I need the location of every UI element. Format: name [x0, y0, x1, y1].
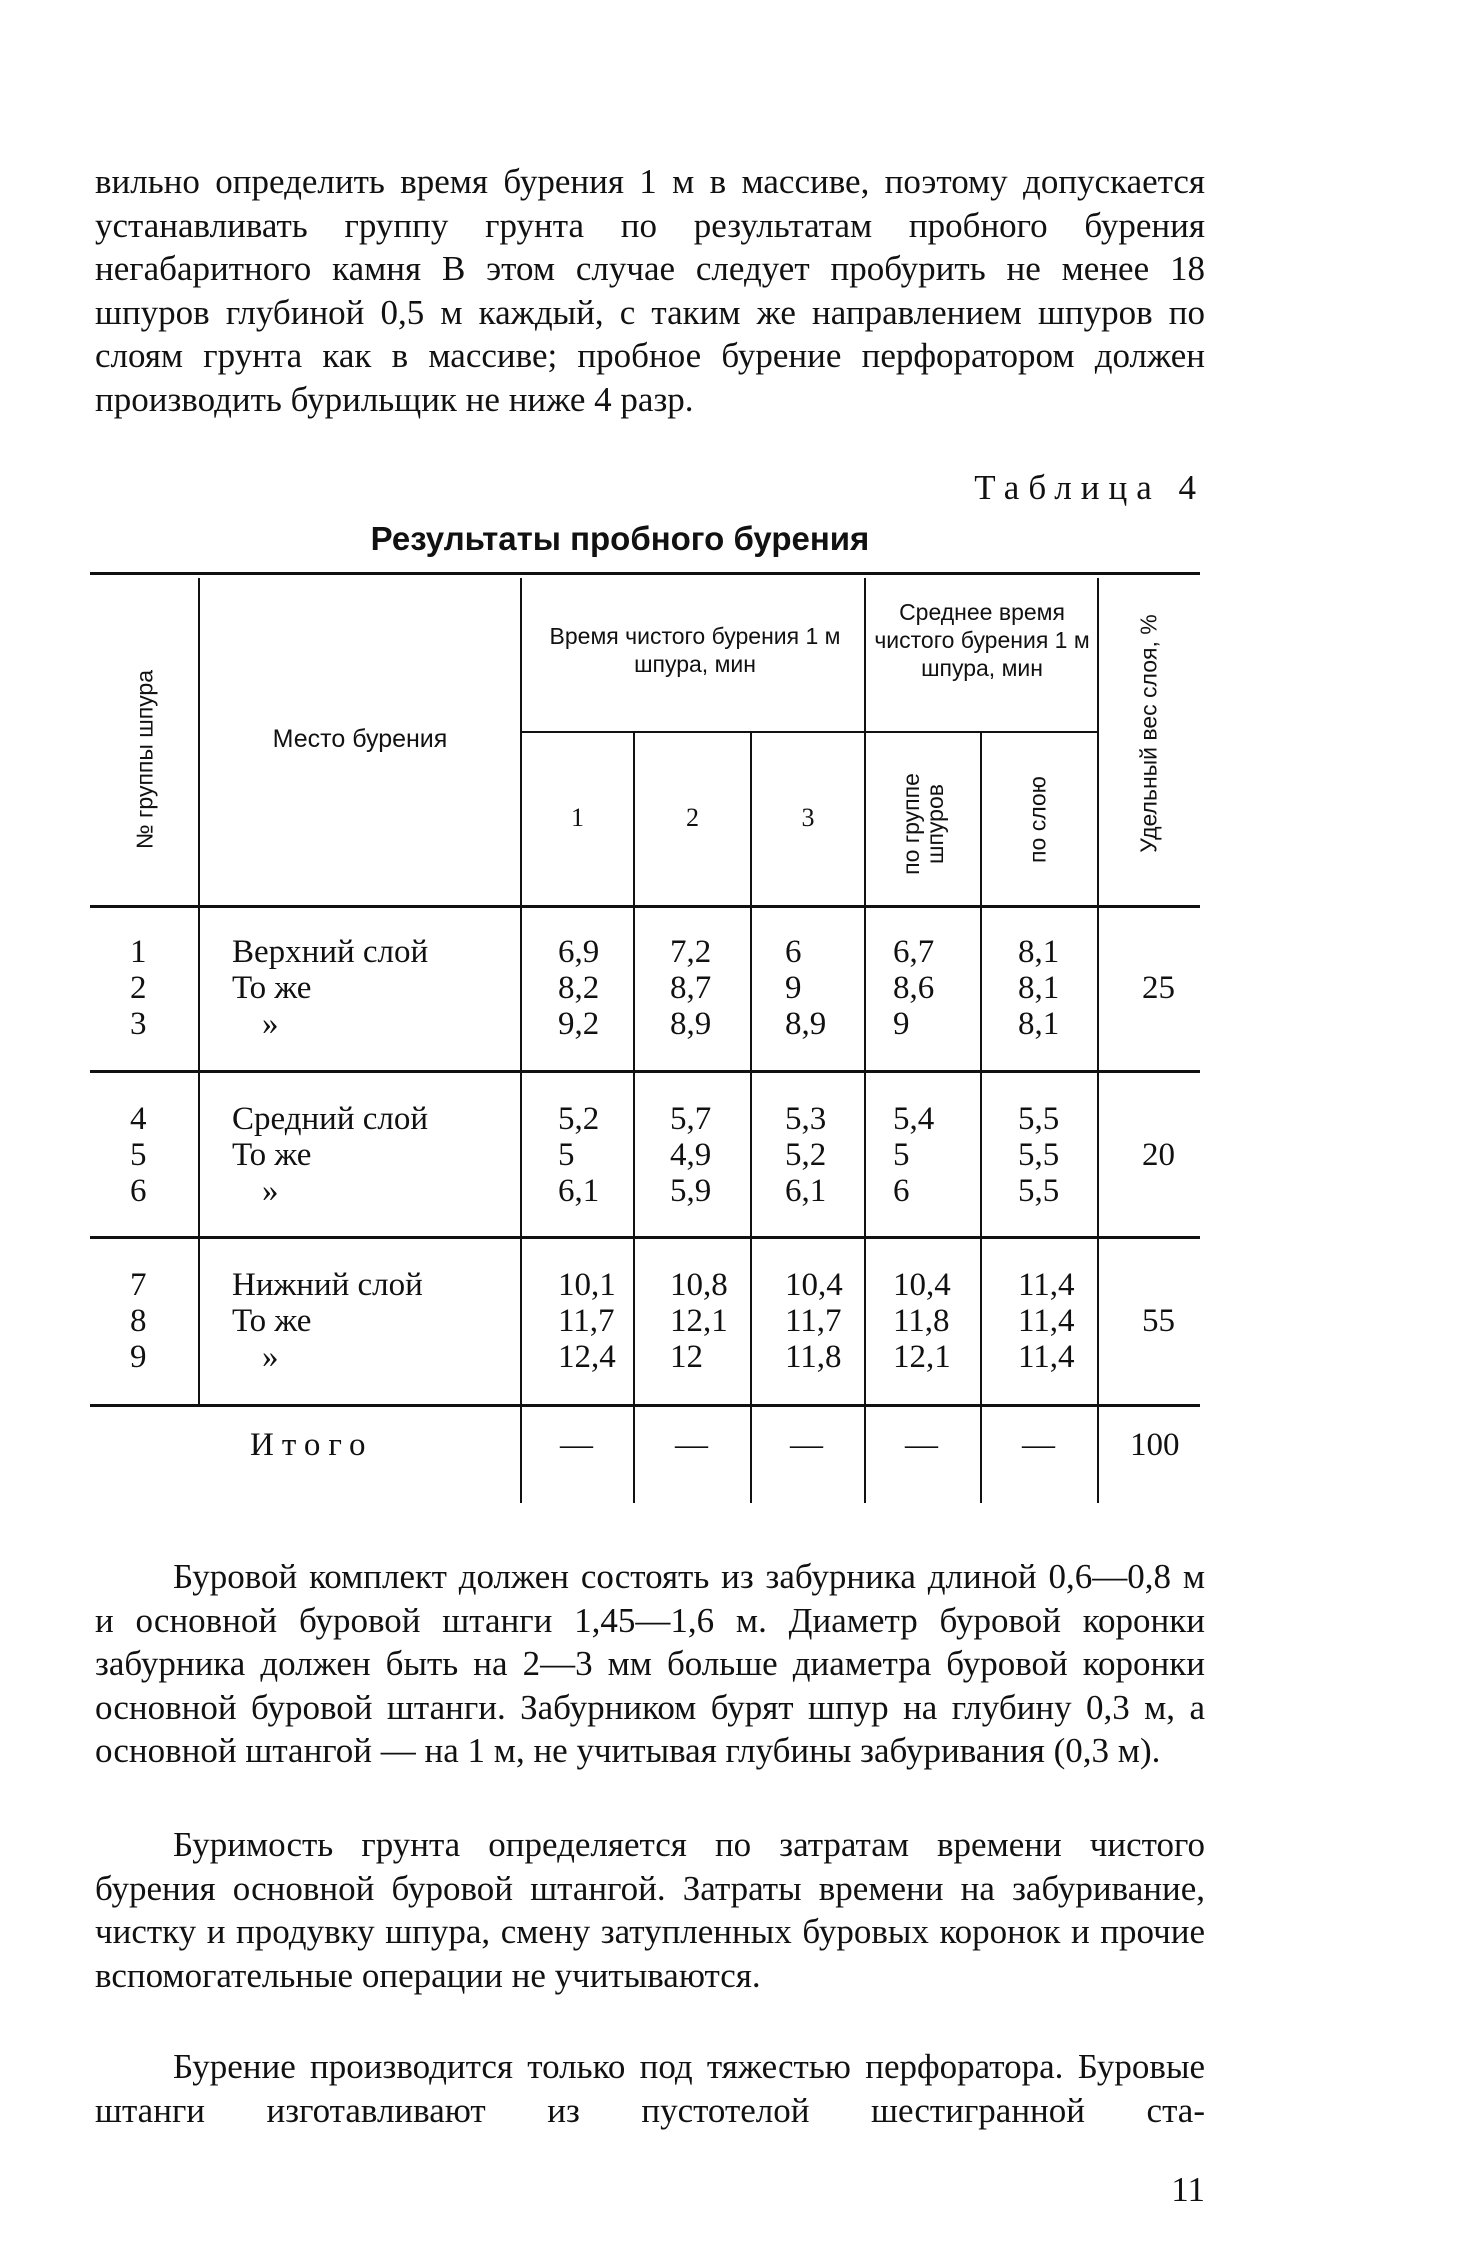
header-time: Время чистого бурения 1 м шпура, мин: [549, 623, 841, 677]
cell-time-2: 5,7: [670, 1101, 712, 1137]
cell-place: »: [262, 1006, 279, 1042]
col-rule-c: [633, 733, 635, 1503]
table-label: Таблица 4: [974, 468, 1205, 507]
total-avg-group: —: [905, 1427, 938, 1463]
total-label: Итого: [250, 1427, 374, 1463]
cell-time-1: 12,4: [558, 1339, 616, 1375]
header-group-no: № группы шпура: [131, 669, 158, 850]
cell-time-1: 6,1: [558, 1173, 600, 1209]
cell-place: Верхний слой: [232, 934, 429, 970]
cell-avg-group: 8,6: [893, 970, 935, 1006]
cell-time-3: 10,4: [785, 1267, 843, 1303]
col-rule-g: [1097, 578, 1099, 1503]
cell-time-1: 6,9: [558, 934, 600, 970]
cell-time-1: 10,1: [558, 1267, 616, 1303]
cell-time-2: 5,9: [670, 1173, 712, 1209]
header-subrule: [522, 731, 1097, 733]
cell-time-2: 12: [670, 1339, 703, 1375]
cell-number: 2: [130, 970, 147, 1006]
cell-weight: 25: [1142, 970, 1175, 1006]
cell-avg-group: 6: [893, 1173, 910, 1209]
cell-number: 9: [130, 1339, 147, 1375]
cell-weight: 20: [1142, 1137, 1175, 1173]
cell-avg-group: 9: [893, 1006, 910, 1042]
cell-place: Нижний слой: [232, 1267, 423, 1303]
cell-time-2: 7,2: [670, 934, 712, 970]
cell-avg-layer: 8,1: [1018, 970, 1060, 1006]
header-col2: 2: [686, 803, 699, 832]
cell-number: 1: [130, 934, 147, 970]
cell-number: 3: [130, 1006, 147, 1042]
cell-number: 4: [130, 1101, 147, 1137]
header-avg: Среднее время чистого бурения 1 м шпура, мин: [874, 599, 1090, 681]
cell-time-3: 5,3: [785, 1101, 827, 1137]
cell-place: То же: [232, 970, 312, 1006]
cell-number: 6: [130, 1173, 147, 1209]
cell-time-2: 4,9: [670, 1137, 712, 1173]
cell-avg-layer: 11,4: [1018, 1339, 1075, 1375]
cell-avg-layer: 11,4: [1018, 1267, 1075, 1303]
header-bottom-rule: [90, 905, 1200, 908]
page-number: 11: [1171, 2170, 1205, 2209]
cell-time-3: 9: [785, 970, 802, 1006]
cell-avg-group: 5,4: [893, 1101, 935, 1137]
cell-avg-group: 6,7: [893, 934, 935, 970]
col-rule-d: [750, 733, 752, 1503]
col-rule-f: [980, 733, 982, 1503]
header-weight: Удельный вес слоя, %: [1135, 614, 1162, 853]
paragraph-1: Буровой комплект должен состоять из забурника длиной 0,6—0,8 м и основной буровой штанги 1,45—1,6 м. Диаметр буровой коронки забурника должен быть на 2—3 мм больше диаметра буровой коронки основной буровой штанги. Забурником бурят шпур на глубину 0,3 м, а основной штангой — на 1 м, не учитывая глубины забуривания (0,3 м).: [95, 1557, 1205, 1770]
cell-avg-layer: 8,1: [1018, 934, 1060, 970]
cell-weight: 55: [1142, 1303, 1175, 1339]
cell-time-2: 12,1: [670, 1303, 728, 1339]
table-title: Результаты пробного бурения: [370, 520, 870, 557]
cell-number: 8: [130, 1303, 147, 1339]
paragraph-3: Бурение производится только под тяжестью перфоратора. Буровые штанги изготавливают из пустотелой шестигранной ста-: [95, 2047, 1205, 2130]
total-t2: —: [675, 1427, 708, 1463]
cell-time-3: 6: [785, 934, 802, 970]
header-by-group: по группе шпуров: [898, 773, 948, 875]
total-t3: —: [790, 1427, 823, 1463]
cell-time-2: 8,7: [670, 970, 712, 1006]
cell-time-1: 5,2: [558, 1101, 600, 1137]
cell-time-3: 6,1: [785, 1173, 827, 1209]
cell-place: Средний слой: [232, 1101, 429, 1137]
cell-avg-layer: 11,4: [1018, 1303, 1075, 1339]
header-col1: 1: [571, 803, 584, 832]
cell-place: То же: [232, 1137, 312, 1173]
cell-avg-layer: 5,5: [1018, 1173, 1060, 1209]
cell-avg-group: 10,4: [893, 1267, 951, 1303]
cell-time-3: 8,9: [785, 1006, 827, 1042]
header-by-layer: по слою: [1024, 776, 1051, 863]
col-rule-a: [198, 578, 200, 1404]
cell-avg-layer: 5,5: [1018, 1101, 1060, 1137]
group3-rule: [90, 1404, 1200, 1407]
cell-time-3: 5,2: [785, 1137, 827, 1173]
table-top-rule: [90, 572, 1200, 575]
cell-time-2: 8,9: [670, 1006, 712, 1042]
cell-avg-layer: 5,5: [1018, 1137, 1060, 1173]
header-place: Место бурения: [272, 725, 448, 753]
col-rule-e: [864, 578, 866, 1503]
cell-avg-group: 11,8: [893, 1303, 950, 1339]
cell-place: »: [262, 1173, 279, 1209]
total-weight: 100: [1130, 1427, 1180, 1463]
cell-time-1: 11,7: [558, 1303, 615, 1339]
cell-avg-group: 12,1: [893, 1339, 951, 1375]
cell-time-2: 10,8: [670, 1267, 728, 1303]
cell-number: 5: [130, 1137, 147, 1173]
total-t1: —: [560, 1427, 593, 1463]
intro-paragraph: вильно определить время бурения 1 м в массиве, поэтому допускается устанавливать группу грунта по результатам пробного бурения негабаритного камня В этом случае следует пробурить не менее 18 шпуров глубиной 0,5 м каждый, с таким же направлением шпуров по слоям грунта как в массиве; пробное бурение перфоратором должен производить бурильщик не ниже 4 разр.: [95, 162, 1205, 419]
group2-rule: [90, 1236, 1200, 1239]
paragraph-2: Буримость грунта определяется по затратам времени чистого бурения основной буровой штангой. Затраты времени на забуривание, чистку и продувку шпура, смену затупленных буровых коронок и прочие вспомогательные операции не учитываются.: [95, 1825, 1205, 1995]
group1-rule: [90, 1070, 1200, 1073]
cell-time-1: 5: [558, 1137, 575, 1173]
col-rule-b: [520, 578, 522, 1503]
cell-time-3: 11,7: [785, 1303, 842, 1339]
total-avg-layer: —: [1022, 1427, 1055, 1463]
cell-time-1: 8,2: [558, 970, 600, 1006]
cell-place: »: [262, 1339, 279, 1375]
header-col3: 3: [801, 803, 815, 832]
cell-avg-group: 5: [893, 1137, 910, 1173]
cell-place: То же: [232, 1303, 312, 1339]
cell-time-3: 11,8: [785, 1339, 842, 1375]
cell-time-1: 9,2: [558, 1006, 600, 1042]
cell-avg-layer: 8,1: [1018, 1006, 1060, 1042]
cell-number: 7: [130, 1267, 147, 1303]
